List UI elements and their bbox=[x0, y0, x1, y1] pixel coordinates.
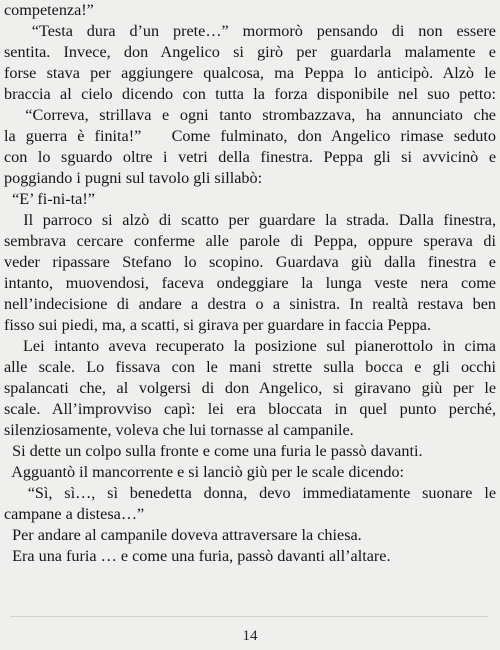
text-line: forse stava per aggiungere qualcosa, ma Peppa lo anticipò. Alzò le bbox=[4, 64, 496, 82]
text-line: Il parroco si alzò di scatto per guardare la strada. Dalla finestra, bbox=[4, 211, 496, 229]
text-line: Era una furia … e come una furia, passò davanti all’altare. bbox=[4, 547, 391, 565]
body-text bbox=[4, 0, 496, 567]
text-line: “Correva, strillava e ogni tanto strombazzava, ha annunciato che bbox=[4, 106, 496, 124]
text-line: poggiando i pugni sul tavolo gli sillabò: bbox=[4, 169, 263, 187]
text-line: sentita. Invece, don Angelico si girò per guardarla malamente e bbox=[4, 43, 496, 61]
text-line: con lo sguardo oltre i vetri della finestra. Peppa gli si avvicinò e bbox=[4, 148, 496, 166]
text-line: “Sì, sì…, sì benedetta donna, devo immediatamente suonare le bbox=[4, 484, 496, 502]
footer-divider bbox=[10, 616, 488, 617]
text-line: veder ripassare Stefano lo scopino. Guardava giù dalla finestra e bbox=[4, 253, 496, 271]
text-line: fisso sui piedi, ma, a scatti, si girava per guardare in faccia Peppa. bbox=[4, 316, 432, 334]
text-line: “E’ fi-ni-ta!” bbox=[4, 190, 95, 208]
text-line: scale. All’improvviso capì: lei era bloccata in quel punto perché, bbox=[4, 400, 496, 418]
text-line: “Testa dura d’un prete…” mormorò pensando di non essere bbox=[4, 22, 496, 40]
text-line: intanto, muovendosi, faceva ondeggiare la lunga veste nera come bbox=[4, 274, 496, 292]
text-line: sembrava cercare conferme alle parole di Peppa, oppure sperava di bbox=[4, 232, 496, 250]
text-line: spalancati che, al volgersi di don Angelico, si giravano giù per le bbox=[4, 379, 496, 397]
page-number: 14 bbox=[242, 628, 258, 644]
text-line: alle scale. Lo fissava con le mani strette sulla bocca e gli occhi bbox=[4, 358, 496, 376]
text-line: competenza!” bbox=[4, 1, 94, 19]
text-line: la guerra è finita!” Come fulminato, don Angelico rimase seduto bbox=[4, 127, 496, 145]
text-line: braccia al cielo dicendo con tutta la forza disponibile nel suo petto: bbox=[4, 85, 496, 103]
text-line: Lei intanto aveva recuperato la posizione sul pianerottolo in cima bbox=[4, 337, 496, 355]
text-line: Si dette un colpo sulla fronte e come una furia le passò davanti. bbox=[4, 442, 423, 460]
text-line: campane a distesa…” bbox=[4, 505, 145, 523]
text-line: silenziosamente, voleva che lui tornasse al campanile. bbox=[4, 421, 354, 439]
text-line: Agguantò il mancorrente e si lanciò giù per le scale dicendo: bbox=[4, 463, 405, 481]
text-line: nell’indecisione di andare a destra o a sinistra. In realtà restava ben bbox=[4, 295, 496, 313]
text-line: Per andare al campanile doveva attraversare la chiesa. bbox=[4, 526, 362, 544]
